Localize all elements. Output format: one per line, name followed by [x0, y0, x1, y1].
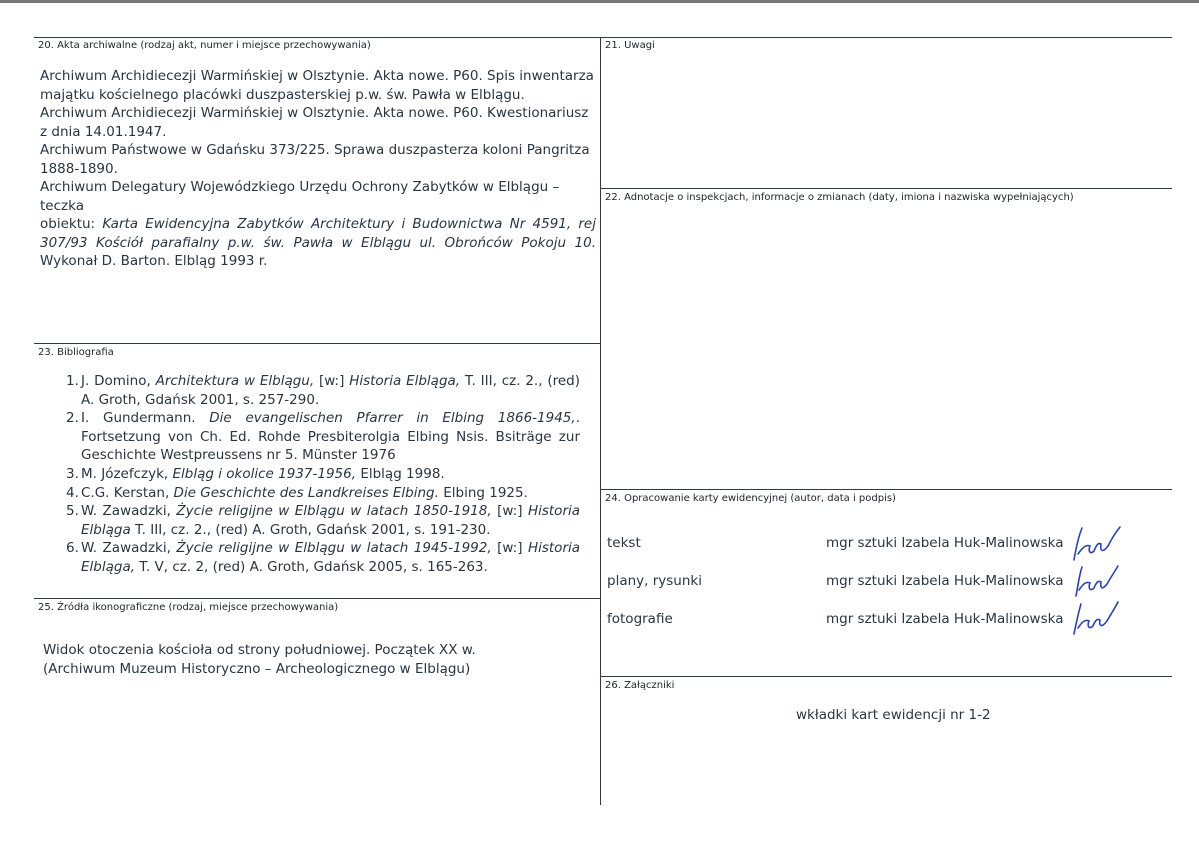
- bibliography-item: [44, 372, 580, 409]
- section-25-label: 25. Źródła ikonograficzne (rodzaj, miejsce przechowywania): [38, 602, 339, 613]
- item-title-2: Historia Elbląga: [81, 503, 581, 538]
- item-text: [w:]: [314, 373, 350, 389]
- prep-role-tekst: tekst: [607, 535, 641, 551]
- signature-mark: [1066, 598, 1126, 638]
- item-title: Elbląg i okolice 1937-1956,: [172, 465, 357, 482]
- archive-entry-last: [40, 215, 596, 271]
- archive-line: Archiwum Archidiecezji Warmińskiej w Olsztynie. Akta nowe. P60. Spis inwentarza: [40, 68, 594, 84]
- item-title-2: Historia Elbląga,: [349, 373, 461, 389]
- rule-24: [600, 489, 1172, 490]
- item-text: [w:]: [491, 503, 528, 520]
- item-text: Elbing 1925.: [438, 484, 528, 501]
- archive-line: Archiwum Archidiecezji Warmińskiej w Olsztynie. Akta nowe. P60. Kwestionariusz: [40, 105, 589, 121]
- prep-author-plany: mgr sztuki Izabela Huk-Malinowska: [826, 573, 1064, 589]
- rule-22: [600, 188, 1172, 189]
- section-21-label: 21. Uwagi: [605, 40, 655, 51]
- entry-title: Karta Ewidencyjna Zabytków Architektury i Budownictwa Nr 4591, rej 307/93 Kościół parafialny p.w. św. Pawła w Elblągu ul. Obrońców Pokoju 10.: [40, 216, 596, 251]
- item-text: Elbląg 1998.: [356, 465, 445, 482]
- archive-line: majątku kościelnego placówki duszpasterskiej p.w. św. Pawła w Elblągu.: [40, 86, 525, 103]
- section-22-label: 22. Adnotacje o inspekcjach, informacje o zmianach (daty, imiona i nazwiska wypełniających): [605, 192, 1074, 203]
- signature-mark: [1066, 524, 1126, 564]
- item-text: . Fortsetzung von Ch. Ed. Rohde Presbiterolgia Elbing Nsis. Bsiträge zur Geschichte Westpreussens nr 5. Münster 1976: [81, 410, 580, 464]
- item-title: Die Geschichte des Landkreises Elbing.: [173, 484, 439, 501]
- item-title-2: Historia Elbląga,: [81, 540, 581, 575]
- source-line: Widok otoczenia kościoła od strony południowej. Początek XX w.: [43, 642, 476, 658]
- bibliography-item: [44, 484, 580, 503]
- item-title: Życie religijne w Elblągu w latach 1945-1992,: [176, 540, 492, 557]
- bibliography-item: [44, 409, 580, 465]
- prep-role-fotografie: fotografie: [607, 611, 673, 627]
- entry-prefix: obiektu:: [40, 216, 103, 232]
- item-author: J. Domino,: [81, 373, 156, 389]
- item-text-2: T. III, cz. 2., (red) A. Groth, Gdańsk 2001, s. 191-230.: [130, 521, 491, 538]
- bibliography-list: [44, 372, 580, 577]
- archive-line: Archiwum Państwowe w Gdańsku 373/225. Sprawa duszpasterza koloni Pangritza: [40, 142, 590, 158]
- rule-25: [34, 598, 600, 599]
- item-author: W. Zawadzki,: [81, 540, 177, 557]
- archive-line: Archiwum Delegatury Wojewódzkiego Urzędu Ochrony Zabytków w Elblągu – teczka: [40, 179, 560, 214]
- bibliography-item: [44, 539, 580, 576]
- section-26-label: 26. Załączniki: [605, 680, 675, 691]
- section-20-archives: [40, 67, 596, 271]
- prep-author-tekst: mgr sztuki Izabela Huk-Malinowska: [826, 535, 1064, 551]
- rule-top-left: [34, 37, 600, 38]
- item-number: 1.: [66, 373, 79, 389]
- item-number: 4.: [66, 484, 79, 501]
- item-text-2: T. III, cz. 2., (red) A. Groth, Gdańsk 2001, s. 257-290.: [81, 373, 580, 408]
- section-20-label: 20. Akta archiwalne (rodzaj akt, numer i miejsce przechowywania): [38, 40, 371, 51]
- signature-mark: [1066, 562, 1126, 600]
- item-author: C.G. Kerstan,: [81, 484, 174, 501]
- entry-suffix: Wykonał D. Barton. Elbląg 1993 r.: [40, 253, 268, 269]
- archive-line: z dnia 14.01.1947.: [40, 123, 167, 140]
- item-number: 3.: [66, 465, 79, 482]
- bibliography-item: [44, 502, 580, 539]
- item-title: Die evangelischen Pfarrer in Elbing 1866-1945,: [209, 410, 576, 427]
- item-number: 5.: [66, 503, 79, 520]
- item-author: I. Gundermann.: [81, 410, 210, 427]
- item-title: Architektura w Elblągu,: [155, 373, 315, 389]
- item-author: M. Józefczyk,: [81, 465, 173, 482]
- prep-role-plany: plany, rysunki: [607, 573, 702, 589]
- rule-26: [600, 676, 1172, 677]
- rule-23: [34, 343, 600, 344]
- scan-top-edge: [0, 0, 1199, 3]
- item-author: W. Zawadzki,: [81, 503, 177, 520]
- section-23-label: 23. Bibliografia: [38, 347, 114, 358]
- section-24-label: 24. Opracowanie karty ewidencyjnej (autor, data i podpis): [605, 493, 896, 504]
- item-text-2: T. V, cz. 2, (red) A. Groth, Gdańsk 2005, s. 165-263.: [135, 558, 488, 575]
- item-title: Życie religijne w Elblągu w latach 1850-1918,: [176, 503, 492, 520]
- rule-top-right: [600, 37, 1172, 38]
- rule-center: [600, 37, 601, 805]
- item-number: 2.: [66, 410, 79, 427]
- archive-line: 1888-1890.: [40, 160, 118, 177]
- attachments-text: wkładki kart ewidencji nr 1-2: [796, 707, 991, 723]
- bibliography-item: [44, 465, 580, 484]
- item-number: 6.: [66, 540, 79, 557]
- section-25-sources: [43, 641, 599, 678]
- prep-author-fotografie: mgr sztuki Izabela Huk-Malinowska: [826, 611, 1064, 627]
- item-text: [w:]: [491, 540, 528, 557]
- source-line: (Archiwum Muzeum Historyczno – Archeologicznego w Elblągu): [43, 660, 471, 677]
